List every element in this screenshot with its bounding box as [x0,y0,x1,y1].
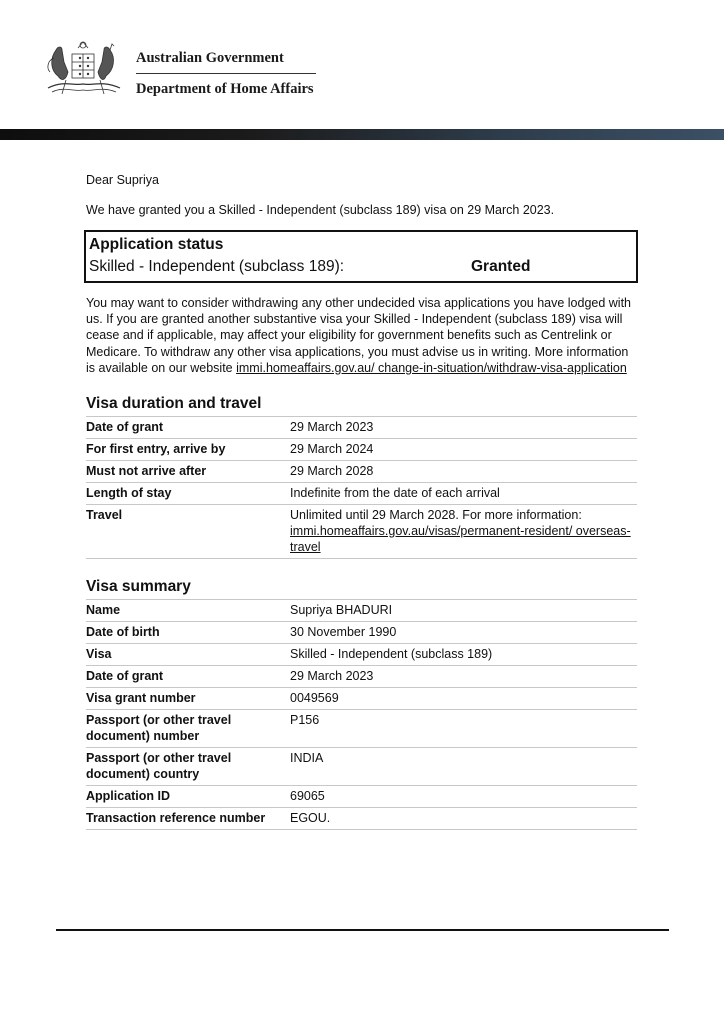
table-row [86,666,637,688]
row-label: Name [86,600,290,622]
summary-section-title: Visa summary [86,578,191,596]
row-label: Travel [86,505,290,559]
table-row [86,688,637,710]
table-row [86,505,637,559]
row-value: 69065 [290,786,637,808]
coat-of-arms-icon [44,36,124,102]
table-row [86,439,637,461]
row-value: Indefinite from the date of each arrival [290,483,637,505]
row-label: Date of grant [86,666,290,688]
notice-text: You may want to consider withdrawing any other undecided visa applications you have lodged with us. If you are granted another substantive visa your Skilled - Independent (subclass 189) visa will cease and if applicable, may affect your eligibility for government benefits such as Centrelink or Medicare. To withdraw any other visa applications, you must advise us in writing. More information is available on our website [86,296,632,375]
status-visa-type: Skilled - Independent (subclass 189): [89,258,345,275]
row-value: 30 November 1990 [290,622,637,644]
row-value: 29 March 2023 [290,666,637,688]
summary-table [86,599,637,830]
row-label: Passport (or other travel document) number [86,710,290,748]
status-row [89,256,636,278]
row-value: Supriya BHADURI [290,600,637,622]
application-status-box [84,230,638,283]
table-row [86,748,637,786]
row-value: EGOU. [290,808,637,830]
duration-section-title: Visa duration and travel [86,395,262,413]
row-label: Date of birth [86,622,290,644]
table-row [86,600,637,622]
table-row [86,710,637,748]
salutation: Dear Supriya [86,173,159,187]
travel-value [290,505,637,559]
table-row [86,808,637,830]
overseas-travel-link[interactable]: immi.homeaffairs.gov.au/visas/permanent-resident/ overseas-travel [290,524,631,555]
travel-text: Unlimited until 29 March 2028. For more information: [290,508,582,523]
row-value: Skilled - Independent (subclass 189) [290,644,637,666]
table-row [86,622,637,644]
table-row [86,417,637,439]
row-value: 29 March 2028 [290,461,637,483]
row-label: Visa [86,644,290,666]
letterhead [44,36,344,106]
government-title: Australian Government [136,50,316,74]
withdrawal-notice [86,295,640,376]
table-row [86,483,637,505]
row-value: 29 March 2024 [290,439,637,461]
status-title: Application status [89,236,224,253]
row-label: Visa grant number [86,688,290,710]
government-name [136,50,316,98]
table-row [86,644,637,666]
department-title: Department of Home Affairs [136,81,314,97]
withdraw-application-link[interactable]: immi.homeaffairs.gov.au/ change-in-situation/withdraw-visa-application [236,360,627,375]
table-row [86,786,637,808]
row-value: 0049569 [290,688,637,710]
footer-divider [56,929,669,931]
row-label: Must not arrive after [86,461,290,483]
row-label: Date of grant [86,417,290,439]
row-value: INDIA [290,748,637,786]
row-label: Transaction reference number [86,808,290,830]
grant-statement: We have granted you a Skilled - Independent (subclass 189) visa on 29 March 2023. [86,203,555,217]
status-value: Granted [471,258,531,275]
row-label: Length of stay [86,483,290,505]
letter-body [86,172,640,830]
duration-table [86,416,637,559]
header-bar [0,129,724,140]
row-label: For first entry, arrive by [86,439,290,461]
row-value: 29 March 2023 [290,417,637,439]
row-value: P156 [290,710,637,748]
table-row [86,461,637,483]
row-label: Application ID [86,786,290,808]
row-label: Passport (or other travel document) country [86,748,290,786]
